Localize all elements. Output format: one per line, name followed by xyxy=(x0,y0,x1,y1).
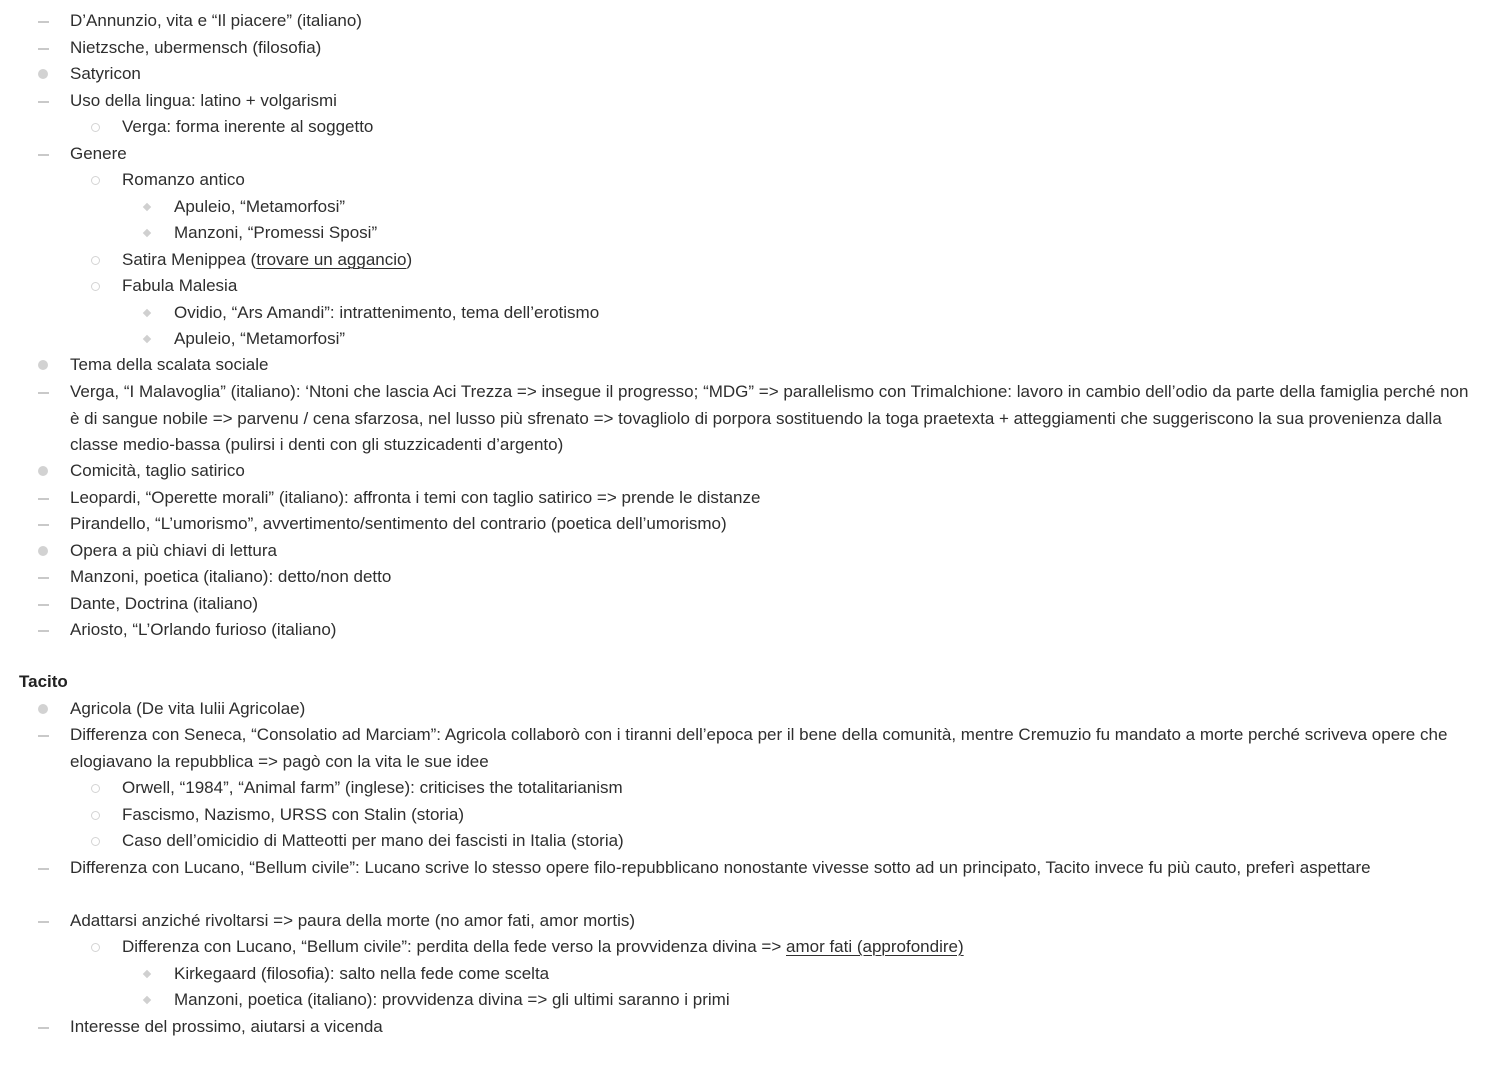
list-item-text: Fascismo, Nazismo, URSS con Stalin (storia) xyxy=(122,805,464,824)
list-item-text: Romanzo antico xyxy=(122,170,245,189)
dash-bullet-icon xyxy=(38,96,48,106)
section-heading: Tacito xyxy=(19,672,68,691)
list-item-text: Nietzsche, ubermensch (filosofia) xyxy=(70,38,322,57)
list-item-text xyxy=(122,934,1477,961)
list-item-text: Satyricon xyxy=(70,64,141,83)
list-item-text xyxy=(122,247,1477,274)
dot-bullet-icon xyxy=(38,360,48,370)
list-item-text: Manzoni, “Promessi Sposi” xyxy=(174,223,378,242)
list-item-text: Agricola (De vita Iulii Agricolae) xyxy=(70,699,306,718)
diamond-bullet-icon xyxy=(142,334,152,344)
diamond-bullet-icon xyxy=(142,308,152,318)
circle-bullet-icon xyxy=(90,122,100,132)
list-item-text-before: Satira Menippea ( xyxy=(122,250,257,269)
dash-bullet-icon xyxy=(38,387,48,397)
list-item-text: Fabula Malesia xyxy=(122,276,238,295)
list-item-text: Genere xyxy=(70,144,127,163)
diamond-bullet-icon xyxy=(142,202,152,212)
list-item-text: Leopardi, “Operette morali” (italiano): affronta i temi con taglio satirico => prende le distanze xyxy=(70,488,761,507)
dot-bullet-icon xyxy=(38,546,48,556)
dash-bullet-icon xyxy=(38,16,48,26)
dash-bullet-icon xyxy=(38,519,48,529)
dot-bullet-icon xyxy=(38,69,48,79)
list-item-text: Manzoni, poetica (italiano): provvidenza divina => gli ultimi saranno i primi xyxy=(174,990,730,1009)
list-item-text: Verga: forma inerente al soggetto xyxy=(122,117,374,136)
list-item-text: Kirkegaard (filosofia): salto nella fede come scelta xyxy=(174,964,550,983)
list-item-text: Dante, Doctrina (italiano) xyxy=(70,594,259,613)
dash-bullet-icon xyxy=(38,599,48,609)
dash-bullet-icon xyxy=(38,149,48,159)
diamond-bullet-icon xyxy=(142,228,152,238)
list-item-text: Caso dell’omicidio di Matteotti per mano dei fascisti in Italia (storia) xyxy=(122,831,624,850)
dash-bullet-icon xyxy=(38,916,48,926)
dash-bullet-icon xyxy=(38,625,48,635)
list-item-text: Comicità, taglio satirico xyxy=(70,461,245,480)
list-item-text: Opera a più chiavi di lettura xyxy=(70,541,277,560)
inline-link[interactable]: trovare un aggancio xyxy=(256,250,407,269)
list-item-text: Tema della scalata sociale xyxy=(70,355,269,374)
list-item-text: Uso della lingua: latino + volgarismi xyxy=(70,91,337,110)
dash-bullet-icon xyxy=(38,43,48,53)
diamond-bullet-icon xyxy=(142,969,152,979)
circle-bullet-icon xyxy=(90,175,100,185)
dash-bullet-icon xyxy=(38,1022,48,1032)
list-item-text: Pirandello, “L’umorismo”, avvertimento/sentimento del contrario (poetica dell’umorismo) xyxy=(70,514,727,533)
dash-bullet-icon xyxy=(38,572,48,582)
dash-bullet-icon xyxy=(38,863,48,873)
dash-bullet-icon xyxy=(38,730,48,740)
dash-bullet-icon xyxy=(38,493,48,503)
inline-link[interactable]: amor fati (approfondire) xyxy=(786,937,964,956)
circle-bullet-icon xyxy=(90,255,100,265)
diamond-bullet-icon xyxy=(142,995,152,1005)
circle-bullet-icon xyxy=(90,783,100,793)
list-item-text: Verga, “I Malavoglia” (italiano): ‘Ntoni che lascia Aci Trezza => insegue il progresso; “MDG” => parallelismo con Trimalchione: lavoro in cambio dell’odio da parte della famiglia perché non è di sangue nobile => parvenu / cena sfarzosa, nel lusso più sfrenato => tovagliolo di porpora sostituendo la toga praetexta + atteggiamenti che suggeriscono la sua provenienza dalla classe medio-bassa (pulirsi i denti con gli stuzzicadenti d’argento) xyxy=(70,382,1469,454)
list-item-text: Apuleio, “Metamorfosi” xyxy=(174,329,346,348)
list-item-text: Differenza con Seneca, “Consolatio ad Marciam”: Agricola collaborò con i tiranni dell’epoca per il bene della comunità, mentre Cremuzio fu mandato a morte perché scriveva opere che elogiavano la repubblica => pagò con la vita le sue idee xyxy=(70,725,1448,771)
list-item-text: Ovidio, “Ars Amandi”: intrattenimento, tema dell’erotismo xyxy=(174,303,600,322)
list-item-text-before: Differenza con Lucano, “Bellum civile”: perdita della fede verso la provvidenza divina => xyxy=(122,937,786,956)
list-item-text: D’Annunzio, vita e “Il piacere” (italiano) xyxy=(70,11,362,30)
list-item-text: Ariosto, “L’Orlando furioso (italiano) xyxy=(70,620,337,639)
list-item-text: Manzoni, poetica (italiano): detto/non detto xyxy=(70,567,392,586)
dot-bullet-icon xyxy=(38,466,48,476)
list-item-text: Differenza con Lucano, “Bellum civile”: Lucano scrive lo stesso opere filo-repubblicano nonostante vivesse sotto ad un principato, Tacito invece fu più cauto, preferì aspettare xyxy=(70,858,1371,877)
list-item-text-after: ) xyxy=(406,250,413,269)
list-item-text: Apuleio, “Metamorfosi” xyxy=(174,197,346,216)
circle-bullet-icon xyxy=(90,281,100,291)
circle-bullet-icon xyxy=(90,810,100,820)
list-item-text: Interesse del prossimo, aiutarsi a vicenda xyxy=(70,1017,383,1036)
circle-bullet-icon xyxy=(90,942,100,952)
dot-bullet-icon xyxy=(38,704,48,714)
list-item-text: Orwell, “1984”, “Animal farm” (inglese): criticises the totalitarianism xyxy=(122,778,623,797)
list-item-text: Adattarsi anziché rivoltarsi => paura della morte (no amor fati, amor mortis) xyxy=(70,911,636,930)
circle-bullet-icon xyxy=(90,836,100,846)
